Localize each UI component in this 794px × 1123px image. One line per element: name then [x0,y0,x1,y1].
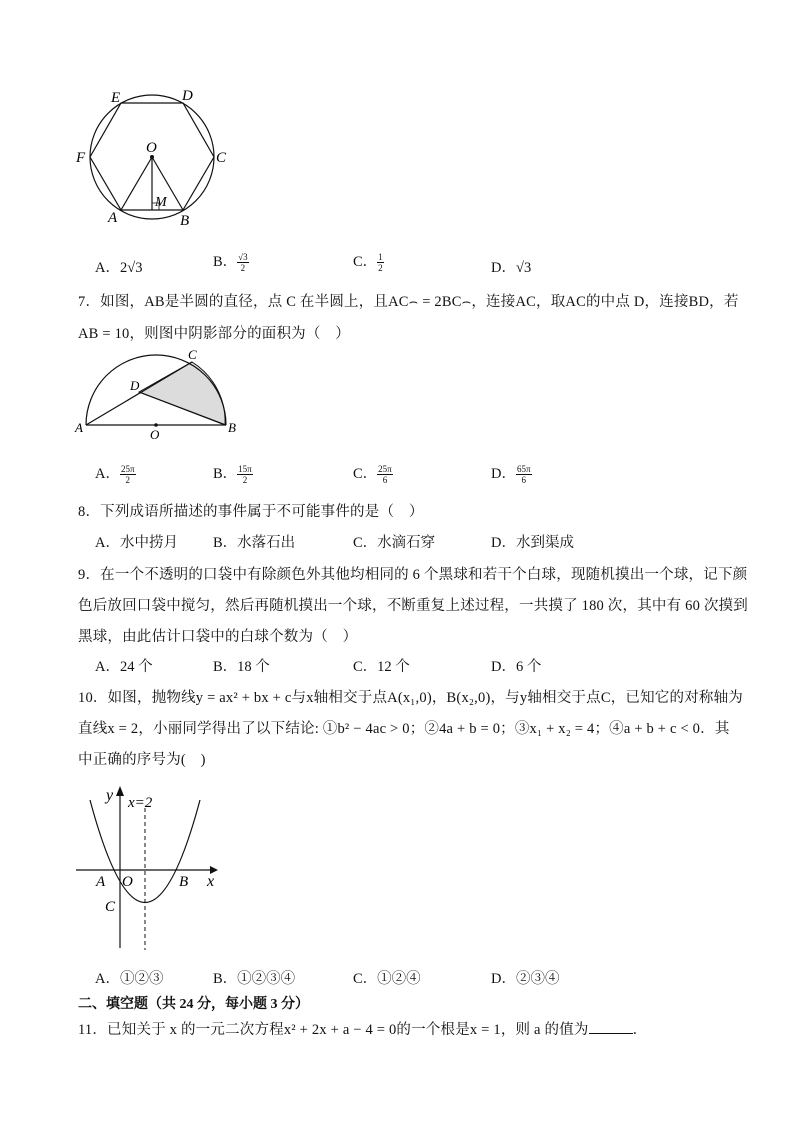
q9-option-b[interactable]: B．18 个 [213,659,270,675]
q6-option-a[interactable]: A．2√3 [95,260,143,276]
q11-stem [78,1018,647,1039]
q10-option-d[interactable]: D．②③④ [491,971,560,987]
parabola-figure [70,780,230,955]
label-E: E [111,90,121,106]
q8-option-b[interactable]: B．水落石出 [213,535,296,551]
label-O: O [150,427,160,442]
q9-stem-line3: 黑球，由此估计口袋中的白球个数为（ ） [78,629,358,645]
q10-option-b[interactable]: B．①②③④ [213,971,296,987]
q7-option-d[interactable]: D． $\frac{65\pi}{6}$ [491,464,531,486]
q9-option-c[interactable]: C．12 个 [353,659,410,675]
label-axis-x2: x=2 [128,795,153,811]
q6-option-c[interactable]: C． $\frac{1}{2}$ [353,252,383,274]
hexagon-circle-figure [70,82,240,232]
label-y: y [106,787,114,804]
q11-end: ． [632,1022,648,1038]
label-C: C [105,899,116,915]
q11-text: 11．已知关于 x 的一元二次方程x² + 2x + a − 4 = 0的一个根是x = 1，则 a 的值为 [78,1022,589,1038]
q10-stem-line2: 直线x = 2，小丽同学得出了以下结论: ①b² − 4ac > 0；②4a + b = 0；③x₁ + x₂ = 4；④a + b + c < 0．其 [78,721,730,737]
q6-option-b[interactable]: B． $\frac{√3}{2}$ [213,252,248,274]
q8-option-d[interactable]: D．水到渠成 [491,535,574,551]
label-A: A [75,420,83,435]
y-axis-arrow [116,786,124,796]
q9-stem-line1: 9．在一个不透明的口袋中有除颜色外其他均相同的 6 个黑球和若干个白球，现随机摸出一个球，记下颜 [78,567,748,583]
semicircle-figure [70,346,250,442]
label-B: B [179,874,189,890]
label-B: B [180,213,190,229]
label-C: C [216,150,227,166]
q9-option-a[interactable]: A．24 个 [95,659,153,675]
q9-option-d[interactable]: D．6 个 [491,659,542,675]
q10-stem-line1: 10．如图，抛物线y = ax² + bx + c与x轴相交于点A(x₁,0)，B(x₂,0)，与y轴相交于点C，已知它的对称轴为 [78,690,743,706]
q8-option-c[interactable]: C．水滴石穿 [353,535,436,551]
label-A: A [96,874,106,890]
shaded-region [139,362,225,425]
q8-stem: 8．下列成语所描述的事件属于不可能事件的是（ ） [78,504,424,520]
label-B: B [228,420,236,435]
label-A: A [108,210,118,226]
q7-stem-line1: 7．如图，AB是半圆的直径，点 C 在半圆上，且AC⌢ = 2BC⌢，连接AC，取AC的中点 D，连接BD，若 [78,294,739,310]
q9-stem-line2: 色后放回口袋中搅匀，然后再随机摸出一个球，不断重复上述过程，一共摸了 180 次，其中有 60 次摸到 [78,598,748,614]
q10-stem-line3: 中正确的序号为( ) [78,752,206,768]
q10-option-c[interactable]: C．①②④ [353,971,421,987]
label-D: D [130,378,140,393]
q7-option-a[interactable]: A． $\frac{25\pi}{2}$ [95,464,135,486]
answer-blank[interactable] [589,1021,633,1034]
q7-option-c[interactable]: C． $\frac{25\pi}{6}$ [353,464,392,486]
q8-option-a[interactable]: A．水中捞月 [95,535,178,551]
section-title: 二、填空题（共 24 分，每小题 3 分） [78,997,309,1012]
label-D: D [182,88,193,104]
segment-OA [121,157,152,210]
label-O: O [146,140,157,156]
q7-stem-line2: AB = 10，则图中阴影部分的面积为（ ） [78,326,350,342]
label-C: C [188,347,197,362]
label-M: M [155,195,167,210]
q7-option-b[interactable]: B． $\frac{15\pi}{2}$ [213,464,252,486]
label-x: x [207,873,215,890]
label-F: F [76,150,86,166]
label-O: O [122,874,133,890]
q6-option-d[interactable]: D．√3 [491,260,532,276]
q10-option-a[interactable]: A．①②③ [95,971,164,987]
